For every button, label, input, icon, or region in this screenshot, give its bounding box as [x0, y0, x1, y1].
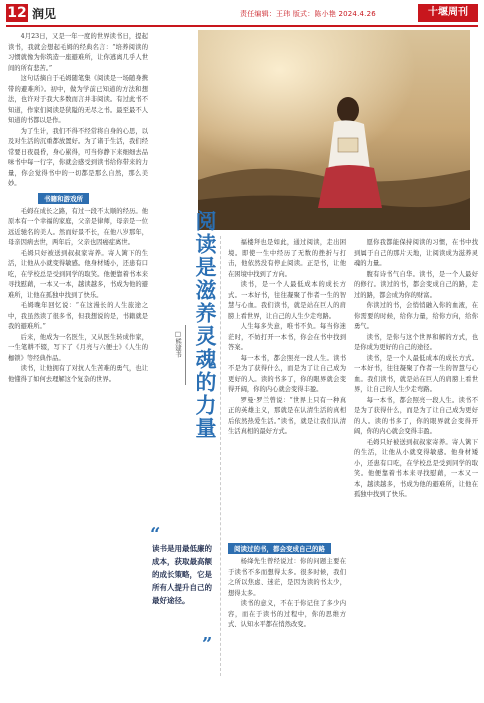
paragraph: 这句话摘自于毛姆随笔集《阅读是一场随身携带的避难所》。初中，做为学前已知道的方法和想法，也许对于我大多数而言并非阅读。有过此书不知道，作家们阅读是狭隘的无尽之书。最至最不人知道的书都以是作。: [8, 75, 148, 124]
paragraph: 读书的意义，不在于你记住了多少内容，而在于读书的过程中，你的思维方式、认知水平都在悄然改变。: [228, 600, 346, 628]
article-author: □熊建书: [174, 330, 182, 358]
paragraph: 毛姆只好被送到叔叔家寄养。寄人篱下的生活，让他从小就变得敏感。他身材矮小，还患有口吃，在学校总是受到同学的取笑。他便靠着书本来寻找慰藉，一本又一本，越读越多，书成为他的避难所，让他在孤独中找到了快乐。: [8, 249, 148, 299]
article-title: 阅读是滋养灵魂的力量: [193, 210, 218, 440]
paragraph: 读书，是一个人最低成本的成长方式。一本好书，往往凝聚了作者一生的智慧与心血。我们读书，就是站在巨人的肩膀上看世界，让自己的人生少走弯路。: [354, 354, 478, 393]
column-3b: [228, 540, 346, 696]
page-number: 12: [7, 5, 27, 21]
feature-photo: [198, 30, 470, 230]
subheading: 书籍和游戏所: [38, 193, 89, 204]
paragraph: 罗曼·罗兰曾说：“世界上只有一种真正的英雄主义，那就是在认清生活的真相后依然热爱生活。”读书，就是让我们认清生活真相的最好方式。: [228, 396, 346, 435]
paragraph: 每一本书，都会照亮一段人生。读书不是为了获得什么，而是为了让自己成为更好的人。读的书多了，你的眼界就会变得开阔，你的内心就会变得丰盈。: [354, 396, 478, 435]
column-3: [228, 238, 346, 538]
header-rule: [6, 25, 478, 27]
paragraph: 腹有诗书气自华。读书，是一个人最好的修行。读过的书，都会变成自己的路，走过的路，都会成为你的财富。: [354, 270, 478, 299]
paragraph: 毛姆在成长之路，有过一段不太顺的经历。他原本有一个幸福的家庭，父亲是律师，母亲是一位远近驰名的美人。然而好景不长，在他八岁那年，母亲因病去世，两年后，父亲也因癌症离世。: [8, 207, 148, 246]
subheading: 阅读过的书，都会变成自己的路: [228, 543, 331, 554]
paragraph: 福楼拜也是如此，通过阅读，走出困境。即使一生中经历了无数的挫折与打击，他依然没有停止阅读。正是书，让他在困境中找到了方向。: [228, 239, 346, 278]
paragraph: 人生每多失意，唯书不负。每当你迷茫时，不妨打开一本书，你会在书中找到答案。: [228, 323, 346, 351]
paragraph: 后来，他成为一名医生，又从医生转成作家，一生笔耕不辍，写下了《月亮与六便士》《人生的枷锁》等经典作品。: [8, 333, 148, 362]
column-4: [354, 238, 478, 696]
open-quote-icon: “: [150, 524, 161, 545]
column-divider: [220, 236, 222, 676]
brand-logo: 十堰周刊: [418, 4, 478, 22]
paragraph: 为了生计，我们不得不经常将自身的心思，以及对生活的沉重都放置好。为了诸于生活，我们经常要日夜晨昏，身心累得，可当你静下来细细去品味书中每一行字，你就会感受到读书给你带来的力量，你会觉得书中的一切都是那么自然，那么美妙。: [8, 127, 148, 187]
page-header: [0, 0, 484, 26]
paragraph: 愿你我都能保持阅读的习惯，在书中找到属于自己的那片天地，让阅读成为滋养灵魂的力量。: [354, 239, 478, 267]
paragraph: 每一本书，都会照亮一段人生。读书不是为了获得什么，而是为了让自己成为更好的人。读的书多了，你的眼界就会变得开阔，你的内心就会变得丰盈。: [228, 354, 346, 393]
pull-quote-text: 读书是用最低廉的成本，获取最高额的成长策略，它是所有人提升自己的最好途径。: [152, 544, 212, 605]
editor-line: 责任编辑：王玮 版式：陈小艳 2024.4.26: [240, 10, 376, 18]
paragraph: 杨绛先生曾经说过：你的问题主要在于读书不多而想得太多。很多时候，我们之所以焦虑、迷茫，是因为读的书太少，想得太多。: [228, 558, 346, 597]
section-name: 润见: [32, 7, 57, 21]
paragraph: 毛姆只好被送到叔叔家寄养。寄人篱下的生活，让他从小就变得敏感。他身材矮小，还患有口吃，在学校总是受到同学的取笑。他便靠着书本来寻找慰藉，一本又一本，越读越多，书成为他的避难所，让他在孤独中找到了快乐。: [354, 438, 478, 498]
close-quote-icon: ”: [202, 634, 213, 655]
paragraph: 你读过的书，会悄悄融入你的血液，在你需要的时候，给你力量，给你方向，给你勇气。: [354, 302, 478, 330]
paragraph: 毛姆晚年回忆说：“在这漫长的人生旅途之中，我虽然读了很多书，但我想说的是，书籍就是我的避难所。”: [8, 302, 148, 330]
paragraph: 4月23日，又是一年一度的世界读书日，提起读书，我就会想起毛姆的经典名言：“培养阅读的习惯就像为你筑造一座避难所，让你逃离几乎人世间的所有悲苦。”: [8, 33, 148, 72]
paragraph: 读书，是你与这个世界和解的方式，也是你成为更好的自己的途径。: [354, 333, 478, 351]
column-1: [8, 32, 148, 696]
paragraph: 读书，是一个人最低成本的成长方式。一本好书，往往凝聚了作者一生的智慧与心血。我们读书，就是站在巨人的肩膀上看世界，让自己的人生少走弯路。: [228, 281, 346, 320]
pull-quote: [150, 524, 213, 655]
title-rule: [185, 325, 186, 385]
paragraph: 读书，让他拥有了对抗人生苦难的勇气，也让他懂得了如何去理解这个复杂的世界。: [8, 365, 148, 383]
